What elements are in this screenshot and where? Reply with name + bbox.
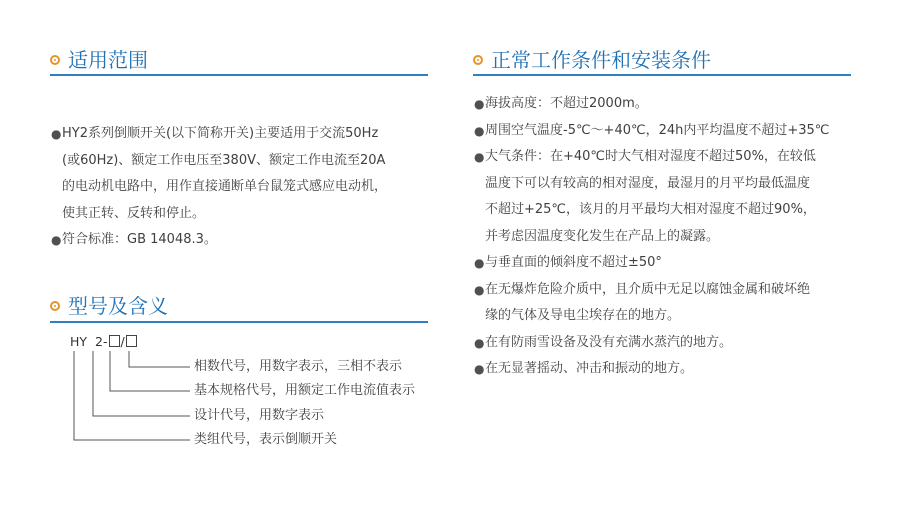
bullet-icon: ● (474, 282, 485, 297)
connector-line-spec (110, 351, 190, 391)
section-scope-title: 适用范围 (68, 48, 148, 72)
label-design-code: 设计代号，用数字表示 (194, 408, 325, 423)
bullet-icon: ● (474, 97, 485, 111)
target-circle-icon (473, 55, 483, 65)
list-item: ● 在有防雨雪设备及没有充满水蒸汽的地方。 (485, 330, 870, 357)
list-item: ● 在无爆炸危险介质中，且介质中无足以腐蚀金属和破坏绝 (485, 277, 870, 304)
list-item-cont: 温度下可以有较高的相对湿度，最湿月的月平均最低温度 (485, 175, 811, 191)
list-item: ● 与垂直面的倾斜度不超过±50° (485, 250, 870, 277)
model-code-prefix: HY (70, 334, 88, 349)
label-spec-code: 基本规格代号，用额定工作电流值表示 (194, 383, 416, 398)
bullet-icon: ● (474, 123, 485, 138)
model-code (70, 333, 138, 351)
list-item-cont: (或60Hz)、额定工作电压至380V、额定工作电流至20A (62, 152, 386, 168)
list-item-cont: 的电动机电路中，用作直接通断单台鼠笼式感应电动机， (62, 179, 388, 194)
bullet-icon: ● (474, 335, 485, 350)
list-item-cont: 缘的气体及导电尘埃存在的地方。 (485, 308, 681, 323)
section-model-rule (50, 321, 428, 323)
list-item-cont: 并考虑因温度变化发生在产品上的凝露。 (485, 228, 720, 244)
connector-line-design (93, 351, 190, 416)
connector-line-group (74, 351, 190, 440)
label-phase-code: 相数代号，用数字表示，三相不表示 (194, 359, 403, 374)
list-item: ● 符合标准：GB 14048.3。 (62, 227, 432, 254)
section-conditions-rule (473, 74, 851, 76)
bullet-icon: ● (51, 233, 62, 247)
placeholder-box-phase (126, 335, 137, 347)
target-circle-icon (50, 55, 60, 65)
bullet-icon: ● (474, 362, 485, 376)
section-scope-rule (50, 74, 428, 76)
section-conditions-title: 正常工作条件和安装条件 (491, 48, 711, 72)
model-code-separator: / (120, 334, 125, 349)
bullet-icon: ● (51, 127, 62, 141)
section-conditions-body (474, 91, 870, 383)
model-code-design: 2- (95, 334, 108, 349)
section-scope-heading (50, 46, 428, 76)
list-item: ● HY2系列倒顺开关(以下简称开关)主要适用于交流50Hz (62, 121, 432, 148)
bullet-icon: ● (474, 150, 485, 164)
list-item: ● 在无显著摇动、冲击和振动的地方。 (485, 356, 870, 383)
list-item: ● 周围空气温度-5℃～+40℃，24h内平均温度不超过+35℃ (485, 118, 870, 145)
connector-line-phase (129, 351, 190, 367)
list-item-cont: 使其正转、反转和停止。 (62, 205, 206, 221)
section-model-title: 型号及含义 (68, 294, 168, 318)
list-item: ● 大气条件：在+40℃时大气相对湿度不超过50%，在较低 (485, 144, 870, 171)
list-item-cont: 不超过+25℃，该月的月平最均大相对湿度不超过90%， (485, 202, 816, 217)
section-model-heading (50, 292, 428, 322)
section-conditions-heading (473, 46, 851, 76)
bullet-icon: ● (474, 256, 485, 270)
target-circle-icon (50, 301, 60, 311)
label-group-code: 类组代号，表示倒顺开关 (194, 432, 338, 447)
section-scope-body (51, 121, 432, 254)
list-item: ● 海拔高度：不超过2000m。 (485, 91, 870, 118)
placeholder-box-spec (109, 335, 120, 347)
